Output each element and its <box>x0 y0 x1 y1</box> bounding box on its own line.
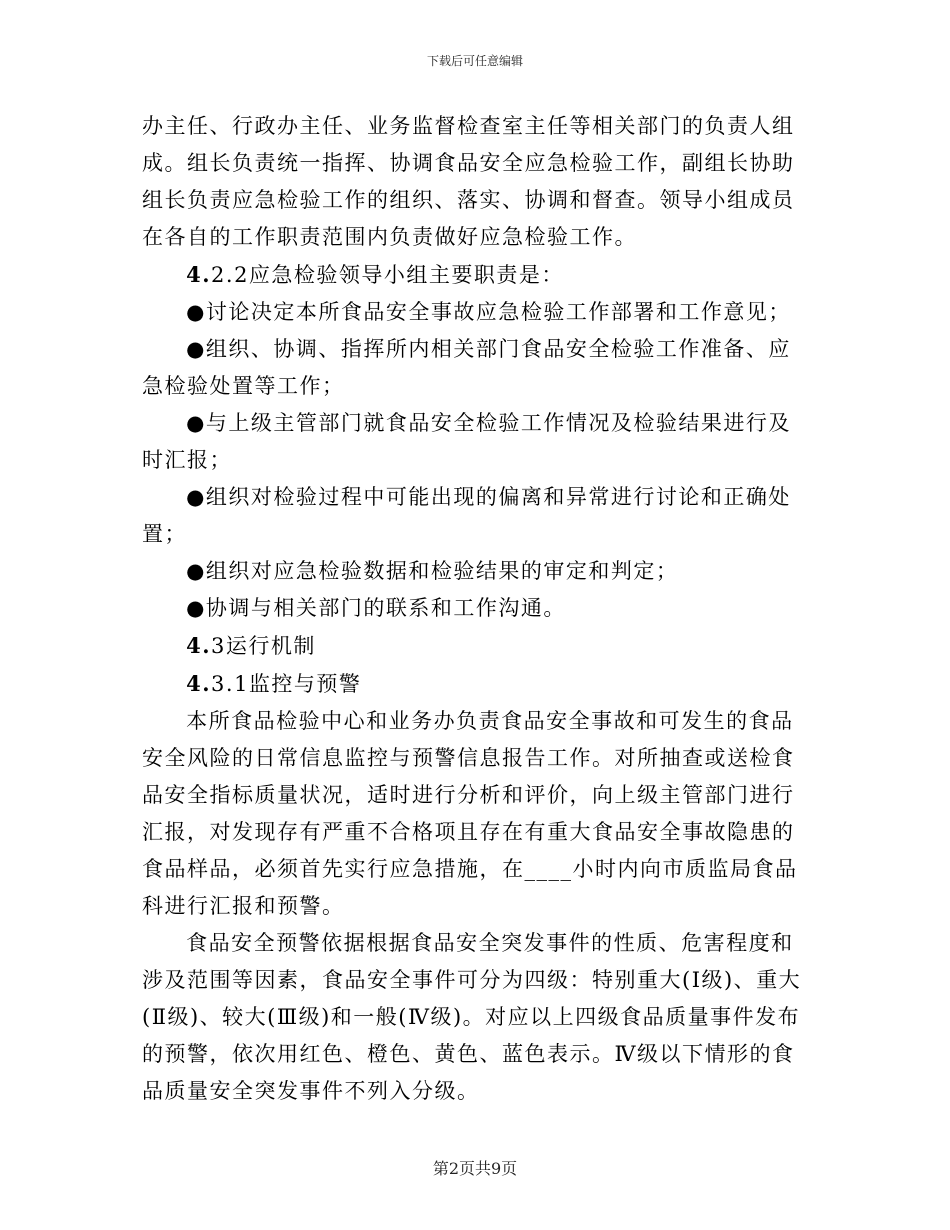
section-title: 3运行机制 <box>211 634 316 658</box>
section-number: 4. <box>186 671 212 696</box>
bullet-item: ●组织对检验过程中可能出现的偏离和异常进行讨论和正确处置； <box>142 485 791 546</box>
document-body <box>142 108 810 1110</box>
bullet-item: ●与上级主管部门就食品安全检验工作情况及检验结果进行及时汇报； <box>142 411 791 472</box>
section-number: 4. <box>186 633 212 658</box>
bullet-item: ●组织、协调、指挥所内相关部门食品安全检验工作准备、应急检验处置等工作； <box>142 337 791 398</box>
section-title: 3.1监控与预警 <box>211 672 362 696</box>
paragraph-leadership-composition: 办主任、行政办主任、业务监督检查室主任等相关部门的负责人组成。组长负责统一指挥、协调食品安全应急检验工作，副组长协助组长负责应急检验工作的组织、落实、协调和督查。领导小组成员在各自的工作职责范围内负责做好应急检验工作。 <box>142 114 795 249</box>
section-heading-4-2-2 <box>142 256 810 294</box>
paragraph-monitoring: 本所食品检验中心和业务办负责食品安全事故和可发生的食品安全风险的日常信息监控与预警信息报告工作。对所抽查或送检食品安全指标质量状况，适时进行分析和评价，向上级主管部门进行汇报，对发现存有严重不合格项且存在有重大食品安全事故隐患的食品样品，必须首先实行应急措施，在____小时内向市质监局食品科进行汇报和预警。 <box>142 709 798 918</box>
paragraph-warning-levels: 食品安全预警依据根据食品安全突发事件的性质、危害程度和涉及范围等因素，食品安全事件可分为四级：特别重大(Ⅰ级)、重大(Ⅱ级)、较大(Ⅲ级)和一般(Ⅳ级)。对应以上四级食品质量事件发布的预警，依次用红色、橙色、黄色、蓝色表示。Ⅳ级以下情形的食品质量安全突发事件不列入分级。 <box>142 931 802 1103</box>
section-number: 4. <box>186 262 212 287</box>
bullet-item: ●协调与相关部门的联系和工作沟通。 <box>186 596 566 620</box>
page-footer: 第2页共9页 <box>432 1159 518 1178</box>
section-heading-4-3-1 <box>142 665 810 703</box>
section-title: 2.2应急检验领导小组主要职责是： <box>211 263 564 287</box>
bullet-item: ●组织对应急检验数据和检验结果的审定和判定； <box>186 559 679 583</box>
page-header: 下载后可任意编辑 <box>426 54 523 68</box>
bullet-item: ●讨论决定本所食品安全事故应急检验工作部署和工作意见； <box>186 300 791 324</box>
section-heading-4-3 <box>142 627 810 665</box>
